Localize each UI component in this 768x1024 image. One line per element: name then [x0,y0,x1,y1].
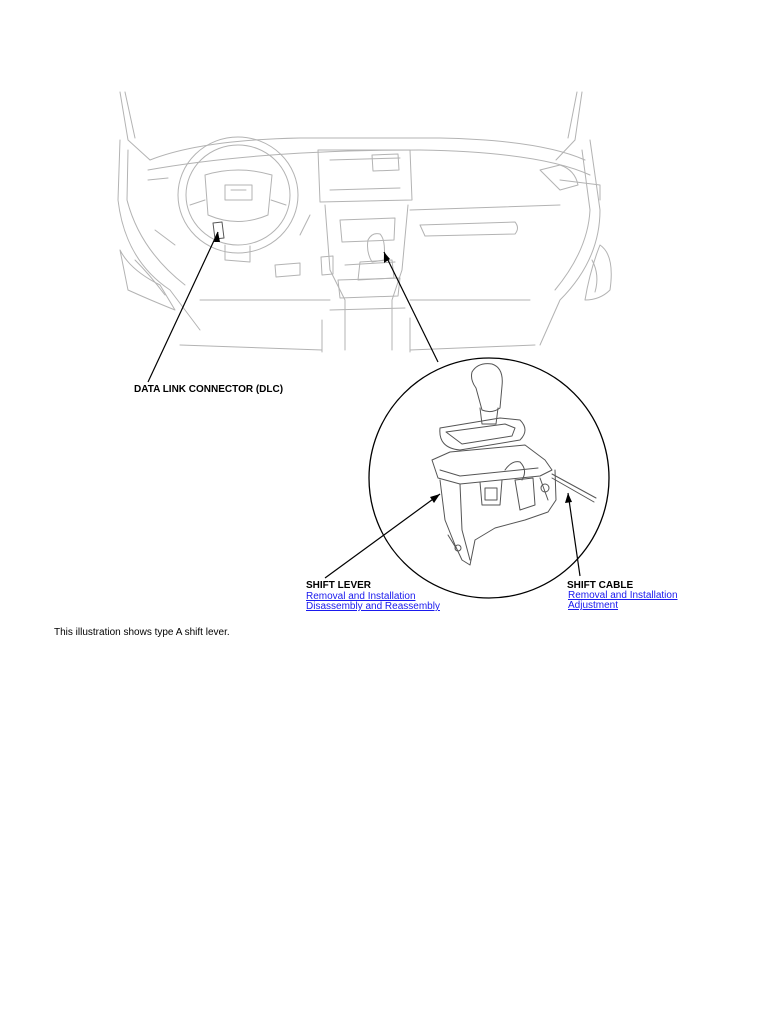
shift-lever-callout-label: SHIFT LEVER [306,580,372,591]
shift-cable-removal-installation-link[interactable]: Removal and Installation [568,590,678,601]
shift-lever-removal-installation-link[interactable]: Removal and Installation [306,591,416,602]
illustration-caption: This illustration shows type A shift lever. [54,627,230,638]
shift-lever-disassembly-reassembly-link[interactable]: Disassembly and Reassembly [306,601,440,612]
shift-cable-adjustment-link[interactable]: Adjustment [568,600,619,611]
shift-lever-detail-view [369,358,609,598]
dlc-callout-label: DATA LINK CONNECTOR (DLC) [134,384,284,395]
dashboard-illustration [118,92,611,352]
shift-cable-callout-label: SHIFT CABLE [567,580,634,591]
